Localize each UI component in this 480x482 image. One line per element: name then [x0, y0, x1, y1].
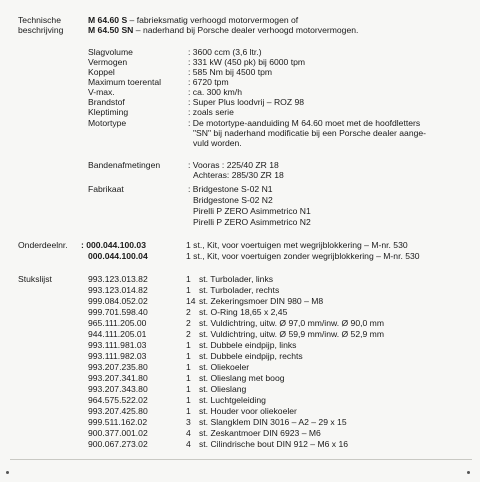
part-description: st. Olieslang [199, 384, 247, 394]
section-label-order: Onderdeelnr. [18, 240, 68, 250]
part-qty: 1 [186, 362, 191, 372]
section-label-technical-line1: Technische [18, 15, 61, 25]
part-number: 993.123.013.82 [88, 274, 148, 284]
part-description: st. Dubbele eindpijp, links [199, 340, 297, 350]
part-qty: 1 [186, 406, 191, 416]
part-number: 944.111.205.01 [88, 329, 147, 339]
tyre-size-rear: Achteras: 285/30 ZR 18 [193, 170, 284, 180]
tyre-size-label: Bandenafmetingen [88, 160, 161, 170]
part-qty: 1 [186, 351, 191, 361]
tyre-brand-label: Fabrikaat [88, 184, 124, 194]
part-row [186, 274, 273, 284]
part-number: 964.575.522.02 [88, 395, 148, 405]
part-row [186, 395, 266, 405]
kit-description: 1 st., Kit, voor voertuigen met wegrijblokkering – M-nr. 530 [186, 240, 408, 250]
part-row [186, 351, 303, 361]
engine-model-sn: M 64.50 SN [88, 25, 134, 35]
part-description: st. Turbolader, rechts [199, 285, 280, 295]
motortype-line1: : De motortype-aanduiding M 64.60 moet met de hoofdletters [188, 118, 421, 128]
tyre-brand: Bridgestone S-02 N2 [193, 195, 273, 205]
part-description: st. Olieslang met boog [199, 373, 285, 383]
part-number: 993.207.341.80 [88, 373, 148, 383]
part-number: 999.084.052.02 [88, 296, 148, 306]
spec-value: : Super Plus loodvrij – ROZ 98 [188, 97, 305, 107]
part-row [186, 318, 384, 328]
part-description: st. O-Ring 18,65 x 2,45 [199, 307, 288, 317]
part-number: 965.111.205.00 [88, 318, 147, 328]
part-number: 900.377.001.02 [88, 428, 148, 438]
part-number: 993.123.014.82 [88, 285, 148, 295]
part-row [186, 340, 296, 350]
part-qty: 1 [186, 285, 191, 295]
spec-label: Koppel [88, 67, 115, 77]
part-description: st. Oliekoeler [199, 362, 250, 372]
part-qty: 1 [186, 274, 191, 284]
part-row [186, 373, 285, 383]
motortype-label: Motortype [88, 118, 127, 128]
part-qty: 4 [186, 439, 191, 449]
engine-heading-line1 [88, 15, 298, 25]
part-description: st. Vuldichtring, uitw. Ø 97,0 mm/inw. Ø 90,0 mm [199, 318, 384, 328]
spec-value: : 585 Nm bij 4500 tpm [188, 67, 273, 77]
part-description: st. Zekeringsmoer DIN 980 – M8 [199, 296, 324, 306]
part-number: 993.111.981.03 [88, 340, 147, 350]
engine-heading-text-1: – fabrieksmatig verhoogd motorvermogen of [127, 15, 299, 25]
part-description: st. Cilindrische bout DIN 912 – M6 x 16 [199, 439, 349, 449]
spec-label: Brandstof [88, 97, 125, 107]
part-row [186, 285, 279, 295]
part-qty: 2 [186, 307, 191, 317]
kit-number: 000.044.100.04 [88, 251, 148, 261]
part-description: st. Slangklem DIN 3016 – A2 – 29 x 15 [199, 417, 347, 427]
engine-model-s: M 64.60 S [88, 15, 128, 25]
part-qty: 1 [186, 384, 191, 394]
part-description: st. Zeskantmoer DIN 6923 – M6 [199, 428, 321, 438]
motortype-line2: "SN" bij naderhand modificatie bij een Porsche dealer aange- [193, 128, 427, 138]
engine-heading-line2 [88, 25, 358, 35]
part-number: 993.207.425.80 [88, 406, 148, 416]
scan-mark [467, 471, 470, 474]
engine-heading-text-2: – naderhand bij Porsche dealer verhoogd motorvermogen. [133, 25, 359, 35]
part-row [186, 439, 348, 449]
spec-value: : zoals serie [188, 107, 234, 117]
part-qty: 1 [186, 373, 191, 383]
part-description: st. Houder voor oliekoeler [199, 406, 297, 416]
part-number: 999.511.162.02 [88, 417, 148, 427]
spec-label: Kleptiming [88, 107, 129, 117]
part-qty: 1 [186, 340, 191, 350]
kit-number: : 000.044.100.03 [81, 240, 146, 250]
part-row [186, 417, 347, 427]
part-qty: 1 [186, 395, 191, 405]
bottom-divider [10, 459, 472, 460]
part-description: st. Turbolader, links [199, 274, 274, 284]
motortype-line3: vuld worden. [193, 138, 242, 148]
section-label-technical-line2: beschrijving [18, 25, 64, 35]
part-number: 993.111.982.03 [88, 351, 147, 361]
part-qty: 2 [186, 318, 191, 328]
part-number: 993.207.235.80 [88, 362, 148, 372]
part-number: 900.067.273.02 [88, 439, 148, 449]
part-row [186, 296, 323, 306]
part-number: 993.207.343.80 [88, 384, 148, 394]
spec-value: : 331 kW (450 pk) bij 6000 tpm [188, 57, 306, 67]
tyre-brand: Pirelli P ZERO Asimmetrico N1 [193, 206, 311, 216]
spec-label: V-max. [88, 87, 115, 97]
spec-value: : 6720 tpm [188, 77, 229, 87]
part-row [186, 428, 321, 438]
part-row [186, 329, 384, 339]
tyre-size-front: : Vooras : 225/40 ZR 18 [188, 160, 279, 170]
scan-mark [6, 471, 9, 474]
part-row [186, 384, 246, 394]
tyre-brand: Pirelli P ZERO Asimmetrico N2 [193, 217, 311, 227]
part-row [186, 362, 249, 372]
spec-label: Maximum toerental [88, 77, 162, 87]
spec-label: Slagvolume [88, 47, 133, 57]
section-label-parts: Stukslijst [18, 274, 52, 284]
part-row [186, 307, 287, 317]
part-description: st. Dubbele eindpijp, rechts [199, 351, 303, 361]
spec-value: : ca. 300 km/h [188, 87, 242, 97]
part-qty: 3 [186, 417, 191, 427]
part-description: st. Luchtgeleiding [199, 395, 266, 405]
part-row [186, 406, 297, 416]
part-qty: 14 [186, 296, 196, 306]
part-number: 999.701.598.40 [88, 307, 148, 317]
kit-description: 1 st., Kit, voor voertuigen zonder wegrijblokkering – M-nr. 530 [186, 251, 420, 261]
part-qty: 4 [186, 428, 191, 438]
tyre-brand: : Bridgestone S-02 N1 [188, 184, 273, 194]
part-description: st. Vuldichtring, uitw. Ø 59,9 mm/inw. Ø 52,9 mm [199, 329, 384, 339]
part-qty: 2 [186, 329, 191, 339]
spec-label: Vermogen [88, 57, 128, 67]
spec-value: : 3600 ccm (3,6 ltr.) [188, 47, 262, 57]
